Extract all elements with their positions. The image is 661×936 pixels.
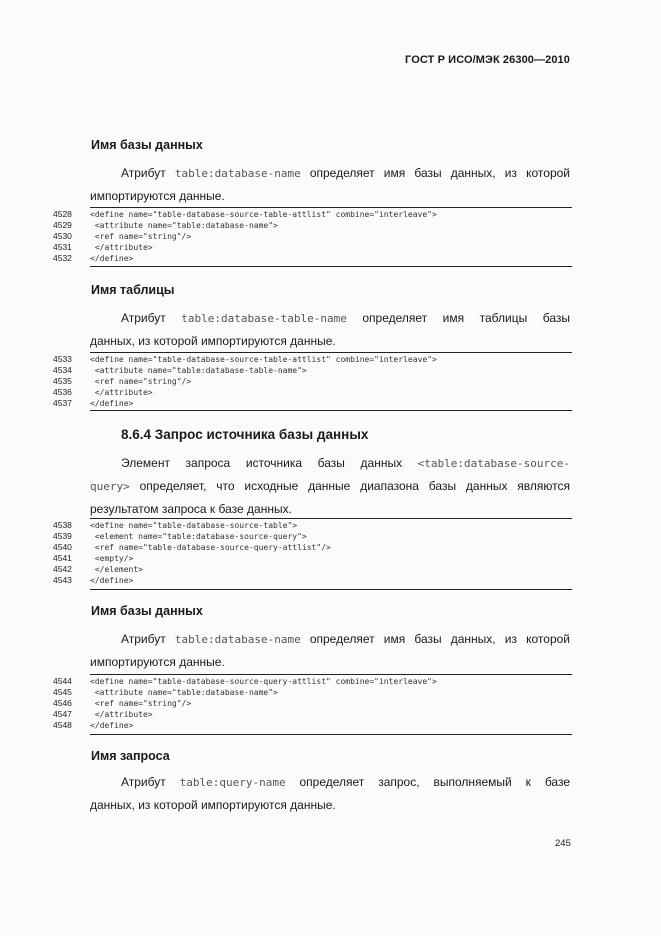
code-listing [53, 518, 572, 591]
code-line: 4548 </define> [53, 720, 134, 730]
paragraph-database-name: Атрибут table:database-name определяет имя базы данных, из которой импортируются данные. [90, 166, 570, 203]
code-line: 4539 <element name="table:database-source-query"> [53, 531, 307, 541]
code-line: 4532 </define> [53, 253, 134, 263]
code-line: 4531 </attribute> [53, 242, 153, 252]
section-heading: 8.6.4 Запрос источника базы данных [121, 427, 369, 442]
inline-code: table:database-name [174, 633, 301, 646]
code-line: 4545 <attribute name="table:database-name"> [53, 687, 278, 697]
inline-code: table:database-name [174, 167, 301, 180]
code-line: 4533 <define name="table-database-source-table-attlist" combine="interleave"> [53, 354, 437, 364]
heading-query-name: Имя запроса [91, 749, 170, 763]
paragraph-query-name: Атрибут table:query-name определяет запрос, выполняемый к базе данных, из которой импортируются данные. [90, 775, 570, 812]
code-line: 4547 </attribute> [53, 709, 153, 719]
paragraph-table-name: Атрибут table:database-table-name определяет имя таблицы базы данных, из которой импортируются данные. [90, 311, 570, 348]
code-listing [53, 207, 572, 269]
inline-code: table:database-table-name [181, 312, 347, 325]
code-line: 4536 </attribute> [53, 387, 153, 397]
code-line: 4546 <ref name="string"/> [53, 698, 192, 708]
code-line: 4544 <define name="table-database-source-query-attlist" combine="interleave"> [53, 676, 437, 686]
inline-code: table:query-name [179, 776, 286, 789]
code-line: 4543 </define> [53, 575, 134, 585]
code-line: 4528 <define name="table-database-source-table-attlist" combine="interleave"> [53, 209, 437, 219]
code-line: 4535 <ref name="string"/> [53, 376, 192, 386]
code-line: 4530 <ref name="string"/> [53, 231, 192, 241]
heading-table-name: Имя таблицы [91, 283, 175, 297]
paragraph-source-query: Элемент запроса источника базы данных <table:database-source- query> определяет, что исходные данные диапазона базы данных являются результатом запроса к базе данных. [90, 456, 570, 516]
inline-code: query> [90, 480, 130, 493]
document-header: ГОСТ Р ИСО/МЭК 26300—2010 [405, 54, 570, 66]
paragraph-database-name: Атрибут table:database-name определяет имя базы данных, из которой импортируются данные. [90, 632, 570, 669]
inline-code: <table:database-source- [417, 457, 570, 470]
code-listing [53, 674, 572, 736]
code-line: 4534 <attribute name="table:database-table-name"> [53, 365, 307, 375]
code-line: 4541 <empty/> [53, 553, 134, 563]
heading-database-name: Имя базы данных [91, 138, 203, 152]
code-line: 4538 <define name="table-database-source-table"> [53, 520, 298, 530]
code-line: 4537 </define> [53, 398, 134, 408]
code-line: 4542 </element> [53, 564, 143, 574]
code-line: 4540 <ref name="table-database-source-query-attlist"/> [53, 542, 331, 552]
heading-database-name: Имя базы данных [91, 604, 203, 618]
page-number: 245 [555, 838, 571, 849]
code-listing [53, 352, 572, 412]
code-line: 4529 <attribute name="table:database-name"> [53, 220, 278, 230]
